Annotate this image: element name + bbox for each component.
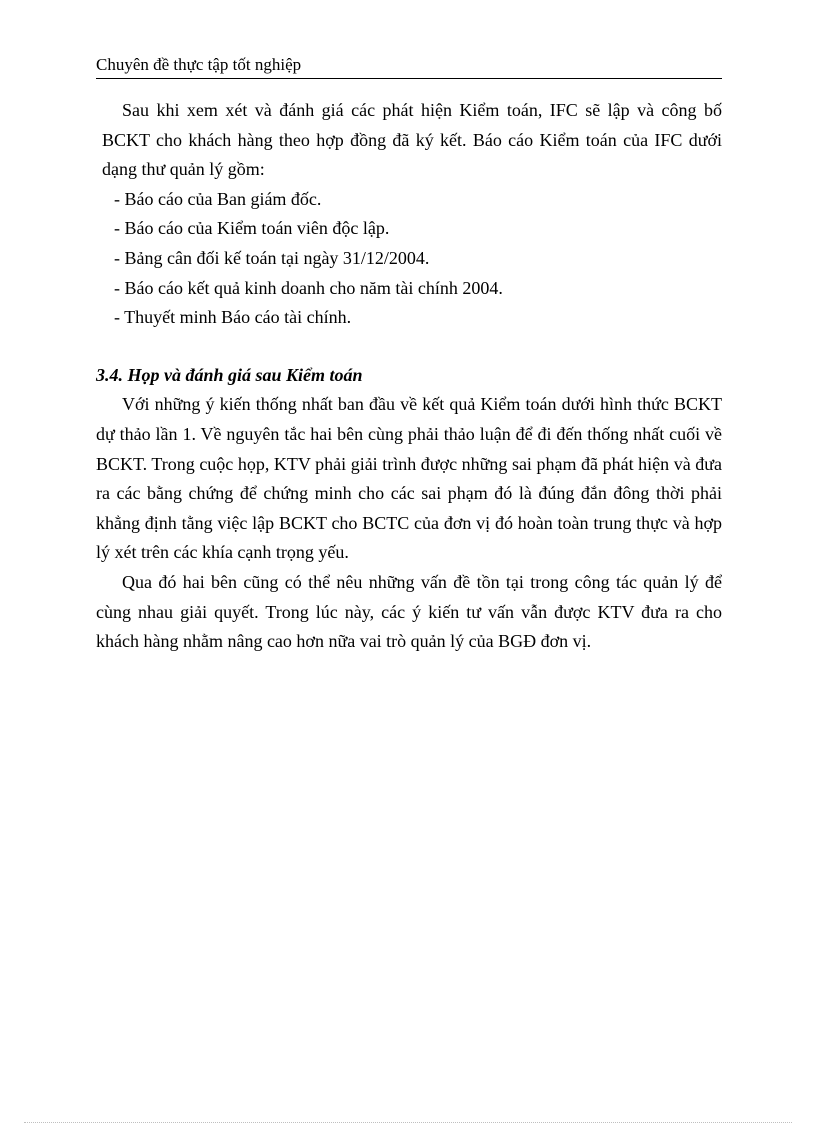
list-item: - Bảng cân đối kế toán tại ngày 31/12/2004. [114, 247, 430, 268]
body-paragraph: Với những ý kiến thống nhất ban đầu về kết quả Kiểm toán dưới hình thức BCKT dự thảo lần 1. Về nguyên tắc hai bên cùng phải thảo luận để đi đến thống nhất cuối về BCKT. Trong cuộc họp, KTV phải giải trình được những sai phạm đã phát hiện và đưa ra các bằng chứng để chứng minh cho các sai phạm đó là đúng đắn đông thời phải khẳng định tằng việc lập BCKT cho BCTC của đơn vị đó hoàn toàn trung thực và hợp lý xét trên các khía cạnh trọng yếu. [96, 394, 722, 563]
report-list [96, 185, 722, 333]
list-item: - Báo cáo kết quả kinh doanh cho năm tài chính 2004. [114, 277, 503, 298]
section-heading: 3.4. Họp và đánh giá sau Kiểm toán [96, 364, 363, 385]
page-header [96, 52, 722, 79]
body-paragraph: Qua đó hai bên cũng có thể nêu những vấn đề tồn tại trong công tác quản lý để cùng nhau giải quyết. Trong lúc này, các ý kiến tư vấn vẫn được KTV đưa ra cho khách hàng nhằm nâng cao hơn nữa vai trò quản lý của BGĐ đơn vị. [96, 571, 722, 652]
document-body [96, 96, 722, 657]
intro-paragraph: Sau khi xem xét và đánh giá các phát hiện Kiểm toán, IFC sẽ lập và công bố BCKT cho khách hàng theo hợp đồng đã ký kết. Báo cáo Kiểm toán của IFC dưới dạng thư quản lý gồm: [102, 100, 722, 180]
list-item: - Báo cáo của Kiểm toán viên độc lập. [114, 218, 390, 239]
list-item: - Thuyết minh Báo cáo tài chính. [114, 307, 352, 328]
list-item: - Báo cáo của Ban giám đốc. [114, 188, 322, 209]
header-title: Chuyên đề thực tập tốt nghiệp [96, 55, 302, 74]
